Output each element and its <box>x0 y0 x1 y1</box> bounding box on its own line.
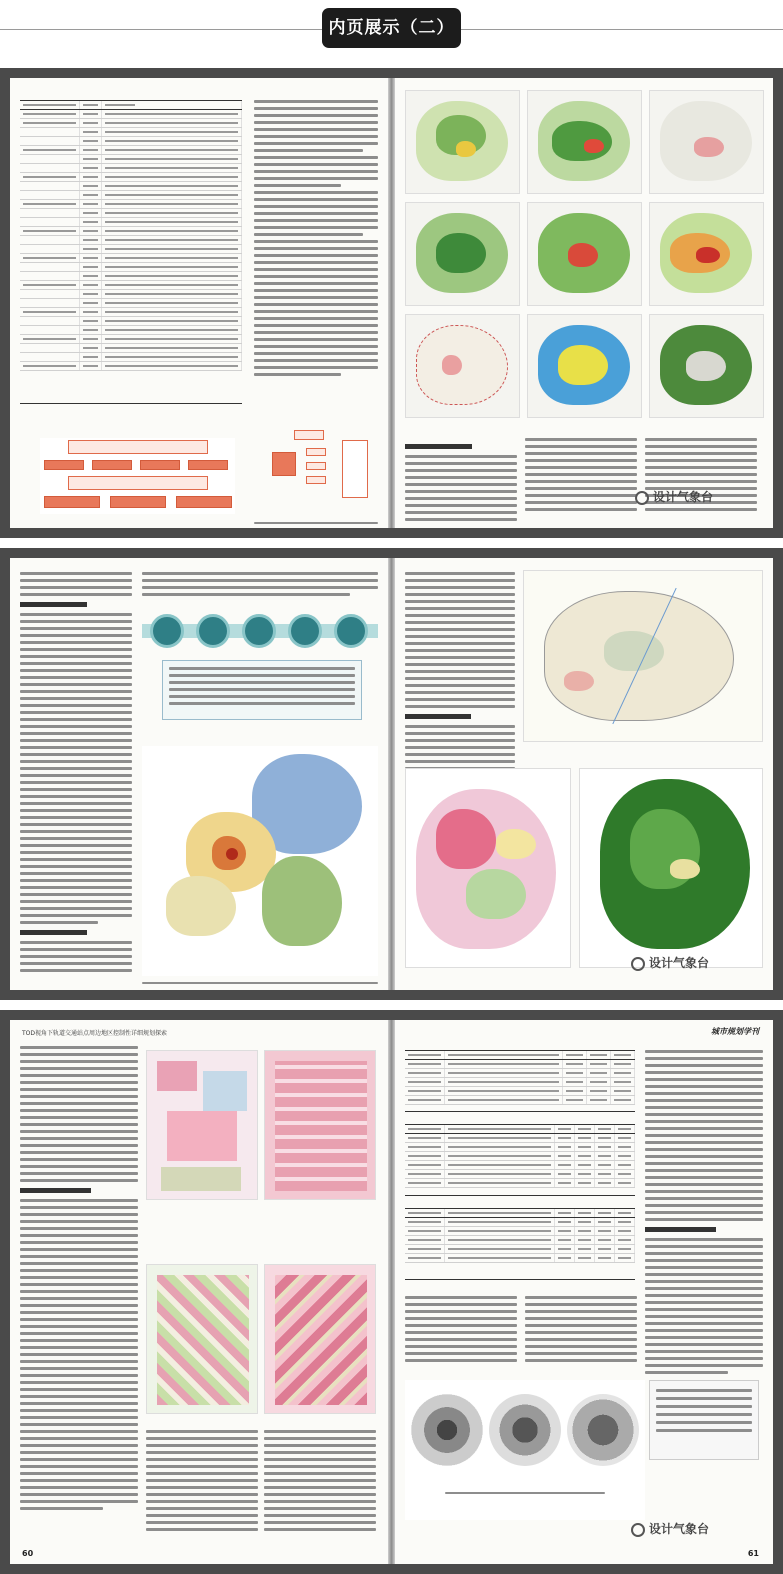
flow-box-row <box>44 460 84 470</box>
spread3-right-page <box>395 1020 773 1564</box>
spread1-small-diagram <box>272 430 372 516</box>
spread1-right-text-col-2 <box>525 438 637 515</box>
spread2-watermark: 设计气象台 <box>631 954 709 971</box>
spread3-right-text-col-2 <box>525 1296 637 1366</box>
spread2-village-map <box>579 768 763 968</box>
spread1-gutter <box>388 78 395 528</box>
flow-box-row <box>188 460 228 470</box>
map-tile <box>527 90 642 194</box>
flow-box-row <box>92 460 132 470</box>
spread3-zoning-map-4 <box>264 1264 376 1414</box>
spread1-map-grid <box>405 90 765 420</box>
spread2-left-page <box>10 558 388 990</box>
header-divider-right <box>461 29 783 30</box>
flow-box-middle <box>68 476 208 490</box>
spread3-watermark: 设计气象台 <box>631 1520 709 1537</box>
map-tile <box>527 314 642 418</box>
flow-box-bottom <box>110 496 166 508</box>
wechat-icon <box>631 957 645 971</box>
spread3-table-3 <box>405 1208 635 1280</box>
journal-title: 城市规划学刊 <box>711 1027 759 1036</box>
spread2-region-map <box>142 746 378 976</box>
spread3-zoning-map-1 <box>146 1050 258 1200</box>
running-head: TOD视角下轨道交通站点周边地区控制性详细规划探索 <box>22 1030 168 1037</box>
spread2-left-text-top <box>142 572 378 600</box>
spread1-watermark: 设计气象台 <box>635 488 713 505</box>
page-number-left: 60 <box>22 1549 34 1558</box>
spread3-left-page <box>10 1020 388 1564</box>
spread2-circle-diagram <box>142 610 378 734</box>
spread1-flow-diagram <box>40 438 235 514</box>
flow-box-row <box>140 460 180 470</box>
spread2-town-map <box>523 570 763 742</box>
spread2-gutter <box>388 558 395 990</box>
spread1-table <box>20 100 242 404</box>
spread-1 <box>0 68 783 538</box>
spread2-right-text-col <box>405 572 515 795</box>
spread3-right-text-col-1 <box>405 1296 517 1366</box>
spread3-circle-legend <box>649 1380 759 1460</box>
section-title-pill: 内页展示（二） <box>322 8 461 48</box>
spread3-zoning-map-2 <box>264 1050 376 1200</box>
map-tile <box>405 202 520 306</box>
wechat-icon <box>635 491 649 505</box>
wechat-icon <box>631 1523 645 1537</box>
map-tile <box>649 314 764 418</box>
flow-box-bottom <box>44 496 100 508</box>
map-tile <box>649 90 764 194</box>
spread1-left-page <box>10 78 388 528</box>
spread2-right-page <box>395 558 773 990</box>
spread3-gutter <box>388 1020 395 1564</box>
flow-box-top <box>68 440 208 454</box>
spread1-right-text-col-1 <box>405 438 517 525</box>
spread3-circle-diagrams <box>405 1380 645 1520</box>
flow-box-bottom <box>176 496 232 508</box>
spread3-left-text-col-2 <box>146 1430 258 1535</box>
spread3-right-text-col-3 <box>645 1050 763 1378</box>
spread3-left-text-col-3 <box>264 1430 376 1535</box>
map-tile <box>405 314 520 418</box>
header-divider-left <box>0 29 322 30</box>
spread3-zoning-map-3 <box>146 1264 258 1414</box>
map-tile <box>649 202 764 306</box>
spread-3 <box>0 1010 783 1574</box>
spread2-left-text-col <box>20 572 132 976</box>
spread3-left-text-col <box>20 1046 138 1514</box>
spread3-table-2 <box>405 1124 635 1196</box>
map-tile <box>405 90 520 194</box>
spread2-zoning-map <box>405 768 571 968</box>
spread1-right-page <box>395 78 773 528</box>
page-number-right: 61 <box>747 1549 759 1558</box>
spread3-table-1 <box>405 1050 635 1112</box>
page-header <box>0 0 783 60</box>
spread1-left-text-column <box>254 100 378 380</box>
spread-2 <box>0 548 783 1000</box>
map-tile <box>527 202 642 306</box>
